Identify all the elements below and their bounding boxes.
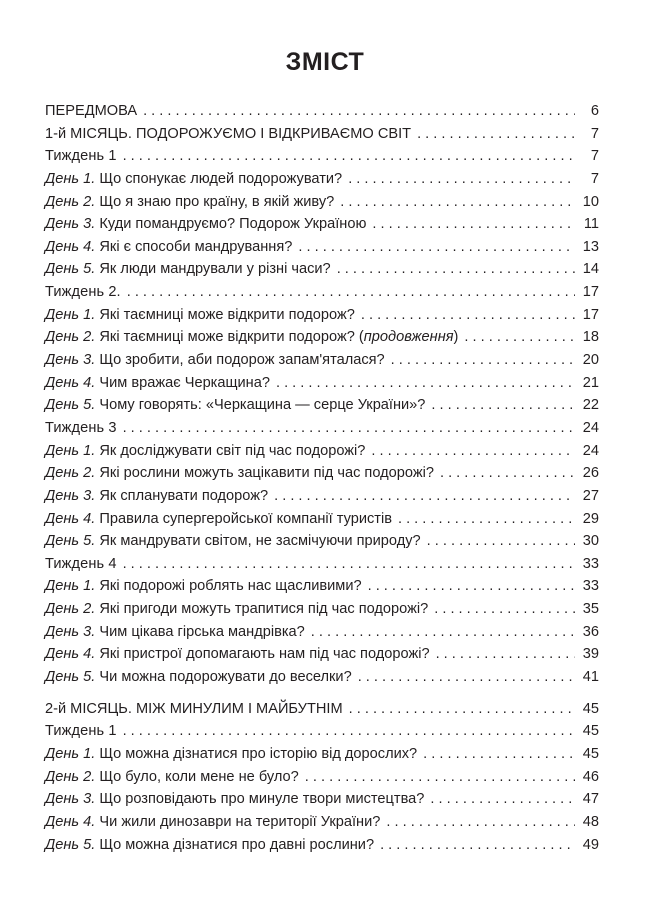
toc-entry-text: Що я знаю про країну, в якій живу?: [99, 193, 335, 210]
toc-entry-label: [45, 239, 292, 255]
toc-entry-text: Що можна дізнатися про давні рослини?: [99, 836, 375, 853]
toc-week-heading: Тиждень 1: [45, 148, 117, 165]
toc-page-number: 13: [582, 238, 599, 255]
toc-entry-label: [45, 148, 117, 164]
toc-page-number: 24: [582, 419, 599, 436]
toc-leader-dots: [372, 216, 575, 232]
toc-page-number: 20: [582, 352, 599, 369]
toc-day-number: День 2.: [45, 768, 96, 785]
toc-leader-dots: [311, 624, 575, 640]
toc-entry-text: Куди помандруємо? Подорож Україною: [99, 216, 367, 233]
toc-entry: [45, 669, 599, 692]
toc-page-number: 11: [583, 216, 599, 233]
toc-entry-label: [45, 307, 355, 323]
toc-page-number: 7: [590, 148, 599, 165]
toc-leader-dots: [298, 239, 575, 255]
toc-day-number: День 1.: [45, 170, 96, 187]
toc-entry-label: [45, 171, 342, 187]
toc-entry-text: Як досліджувати світ під час подорожі?: [99, 442, 366, 459]
toc-leader-dots: [431, 397, 575, 413]
toc-day-number: День 3.: [45, 352, 96, 369]
toc-entry-label: [45, 556, 117, 572]
toc-entry-label: [45, 814, 380, 830]
toc-page-number: 27: [582, 487, 599, 504]
toc-week-heading: Тиждень 1: [45, 723, 117, 740]
toc-entry-text: Чому говорять: «Черкащина — серце України»?: [99, 397, 426, 414]
toc-page-number: 49: [582, 836, 599, 853]
toc-day-number: День 1.: [45, 442, 96, 459]
toc-leader-dots: [434, 601, 575, 617]
toc-day-number: День 4.: [45, 813, 96, 830]
toc-leader-dots: [123, 723, 575, 739]
toc-day-number: День 4.: [45, 646, 96, 663]
toc-day-number: День 3.: [45, 623, 96, 640]
toc-leader-dots: [391, 352, 575, 368]
toc-leader-dots: [417, 126, 575, 142]
toc-entry-label: [45, 126, 411, 142]
toc-entry-text: Чим цікава гірська мандрівка?: [99, 623, 305, 640]
toc-entry-label: [45, 488, 268, 504]
toc-entry-label: [45, 701, 343, 717]
toc-leader-dots: [358, 669, 575, 685]
toc-leader-dots: [305, 769, 575, 785]
toc-entry-label: [45, 216, 366, 232]
toc-page-number: 6: [590, 103, 599, 119]
toc-page-number: 7: [590, 170, 599, 187]
toc-entry: [45, 791, 599, 814]
toc-week-heading: Тиждень 2.: [45, 284, 121, 301]
toc-section-heading: ПЕРЕДМОВА: [45, 103, 138, 119]
toc-page-number: 14: [582, 261, 599, 278]
toc-leader-dots: [143, 103, 575, 119]
toc-entry: [45, 284, 599, 307]
toc-entry: [45, 701, 599, 724]
toc-entry: [45, 533, 599, 556]
toc-page-number: 46: [582, 768, 599, 785]
toc-entry: [45, 624, 599, 647]
toc-page-number: 35: [582, 601, 599, 618]
toc-day-number: День 1.: [45, 745, 96, 762]
toc-entry: [45, 746, 599, 769]
toc-day-number: День 2.: [45, 465, 96, 482]
toc-entry: [45, 488, 599, 511]
toc-entry-text: Чи можна подорожувати до веселки?: [99, 669, 352, 686]
toc-leader-dots: [427, 533, 575, 549]
toc-entry-text: Як спланувати подорож?: [99, 487, 269, 504]
toc-page-number: 33: [582, 555, 599, 572]
toc-leader-dots: [337, 261, 575, 277]
toc-page-number: 29: [582, 510, 599, 527]
toc-entry: [45, 239, 599, 262]
toc-page-number: 39: [582, 646, 599, 663]
toc-entry-label: [45, 103, 137, 119]
toc-leader-dots: [123, 420, 575, 436]
toc-page-number: 47: [582, 791, 599, 808]
toc-entry: [45, 171, 599, 194]
toc-entry: [45, 103, 599, 126]
toc-entry-label: [45, 284, 121, 300]
toc-leader-dots: [386, 814, 575, 830]
toc-entry: [45, 578, 599, 601]
toc-page-number: 24: [582, 442, 599, 459]
toc-entry-label: [45, 420, 117, 436]
toc-page-number: 7: [590, 125, 599, 142]
toc-entry: [45, 126, 599, 149]
toc-entry-text: Що зробити, аби подорож запам'яталася?: [99, 352, 385, 369]
toc-leader-dots: [123, 148, 575, 164]
toc-entry: [45, 814, 599, 837]
toc-page-number: 41: [582, 669, 599, 686]
toc-entry: [45, 261, 599, 284]
toc-page-number: 30: [582, 533, 599, 550]
toc-leader-dots: [127, 284, 575, 300]
toc-leader-dots: [368, 578, 575, 594]
toc-entry: [45, 148, 599, 171]
toc-day-number: День 2.: [45, 601, 96, 618]
toc-entry-text: Які пристрої допомагають нам під час подорожі?: [99, 646, 430, 663]
toc-leader-dots: [274, 488, 575, 504]
toc-page-number: 22: [582, 397, 599, 414]
toc-page-number: 17: [582, 284, 599, 301]
toc-entry-text: Які є способи мандрування?: [99, 238, 293, 255]
toc-leader-dots: [398, 511, 575, 527]
toc-entry-label: [45, 261, 331, 277]
toc-entry-label: [45, 511, 392, 527]
toc-day-number: День 2.: [45, 193, 96, 210]
toc-leader-dots: [340, 194, 575, 210]
toc-leader-dots: [423, 746, 575, 762]
toc-entry-label: [45, 723, 117, 739]
toc-leader-dots: [440, 465, 575, 481]
toc-day-number: День 3.: [45, 487, 96, 504]
toc-leader-dots: [371, 443, 575, 459]
toc-section-heading: 2-й МІСЯЦЬ. МІЖ МИНУЛИМ І МАЙБУТНІМ: [45, 700, 343, 717]
toc-day-number: День 5.: [45, 533, 96, 550]
toc-entry: [45, 194, 599, 217]
toc-entry: [45, 443, 599, 466]
toc-section-heading: 1-й МІСЯЦЬ. ПОДОРОЖУЄМО І ВІДКРИВАЄМО СВІТ: [45, 125, 412, 142]
toc-leader-dots: [123, 556, 575, 572]
toc-continuation-note: продовження: [363, 329, 454, 346]
toc-day-number: День 1.: [45, 578, 96, 595]
toc-entry-text: Які рослини можуть зацікавити під час подорожі?: [99, 465, 434, 482]
toc-entry: [45, 420, 599, 443]
toc-entry: [45, 216, 599, 239]
toc-day-number: День 4.: [45, 238, 96, 255]
toc-entry-text: Які подорожі роблять нас щасливими?: [99, 578, 362, 595]
toc-entry: [45, 375, 599, 398]
toc-entry-label: [45, 578, 362, 594]
toc-day-number: День 3.: [45, 791, 96, 808]
toc-page-number: 45: [582, 723, 599, 740]
toc-page-number: 45: [582, 745, 599, 762]
toc-leader-dots: [436, 646, 575, 662]
toc-page-number: 21: [582, 374, 599, 391]
toc-leader-dots: [361, 307, 575, 323]
toc-day-number: День 4.: [45, 374, 96, 391]
toc-page-number: 10: [582, 193, 599, 210]
toc-entry: [45, 769, 599, 792]
toc-entry-text: Які пригоди можуть трапитися під час подорожі?: [99, 601, 429, 618]
toc-entry-tail: ): [453, 329, 459, 346]
toc-entry: [45, 307, 599, 330]
toc-day-number: День 1.: [45, 306, 96, 323]
toc-page-number: 45: [582, 700, 599, 717]
toc-entry-label: [45, 769, 299, 785]
toc-entry-text: Що було, коли мене не було?: [99, 768, 299, 785]
toc-entry-label: [45, 397, 425, 413]
toc-entry-text: Що спонукає людей подорожувати?: [99, 170, 343, 187]
toc-entry: [45, 511, 599, 534]
toc-page-number: 18: [582, 329, 599, 346]
toc-entry-text: Як мандрувати світом, не засмічуючи природу?: [99, 533, 421, 550]
toc-entry-label: [45, 624, 305, 640]
toc-entry-text: Які таємниці може відкрити подорож?: [99, 306, 355, 323]
toc-entry-label: [45, 375, 270, 391]
toc-entry-label: [45, 352, 385, 368]
toc-entry-label: [45, 329, 458, 345]
toc-entry-label: [45, 791, 424, 807]
toc-day-number: День 4.: [45, 510, 96, 527]
toc-day-number: День 5.: [45, 669, 96, 686]
toc-page-number: 17: [582, 306, 599, 323]
toc-entry-text: Правила супергеройської компанії туристів: [99, 510, 392, 527]
toc-day-number: День 5.: [45, 397, 96, 414]
page-title: ЗМІСТ: [285, 48, 365, 76]
toc-day-number: День 3.: [45, 216, 96, 233]
toc-entry: [45, 329, 599, 352]
toc-entry-label: [45, 533, 421, 549]
toc-entry-label: [45, 194, 334, 210]
toc-entry: [45, 601, 599, 624]
toc-entry-text: Чим вражає Черкащина?: [99, 374, 270, 391]
toc-day-number: День 5.: [45, 836, 96, 853]
toc-leader-dots: [348, 171, 575, 187]
toc-entry-text: Які таємниці може відкрити подорож? (: [99, 329, 364, 346]
toc-entry: [45, 837, 599, 860]
toc-leader-dots: [464, 329, 575, 345]
toc-entry-text: Як люди мандрували у різні часи?: [99, 261, 331, 278]
toc-entry: [45, 646, 599, 669]
toc-entry-text: Що можна дізнатися про історію від дорослих?: [99, 745, 418, 762]
toc-page-number: 48: [582, 813, 599, 830]
toc-day-number: День 2.: [45, 329, 96, 346]
toc-page-number: 26: [582, 465, 599, 482]
toc-entry-label: [45, 443, 365, 459]
toc-entry-text: Чи жили динозаври на території України?: [99, 813, 381, 830]
toc-entry-label: [45, 837, 374, 853]
toc-entry-label: [45, 465, 434, 481]
toc-entry: [45, 723, 599, 746]
toc-entry: [45, 465, 599, 488]
toc-week-heading: Тиждень 3: [45, 419, 117, 436]
toc-entry-label: [45, 669, 352, 685]
toc-entry-text: Що розповідають про минуле твори мистецтва?: [99, 791, 425, 808]
toc-entry: [45, 397, 599, 420]
toc-day-number: День 5.: [45, 261, 96, 278]
toc-entry: [45, 556, 599, 579]
toc-entry: [45, 352, 599, 375]
toc-page-number: 33: [582, 578, 599, 595]
toc-leader-dots: [380, 837, 575, 853]
toc-leader-dots: [276, 375, 575, 391]
toc-entry-label: [45, 746, 417, 762]
toc-leader-dots: [430, 791, 575, 807]
table-of-contents: [45, 103, 599, 859]
toc-entry-label: [45, 646, 430, 662]
toc-week-heading: Тиждень 4: [45, 555, 117, 572]
toc-leader-dots: [349, 701, 575, 717]
toc-entry-label: [45, 601, 428, 617]
toc-page-number: 36: [582, 623, 599, 640]
